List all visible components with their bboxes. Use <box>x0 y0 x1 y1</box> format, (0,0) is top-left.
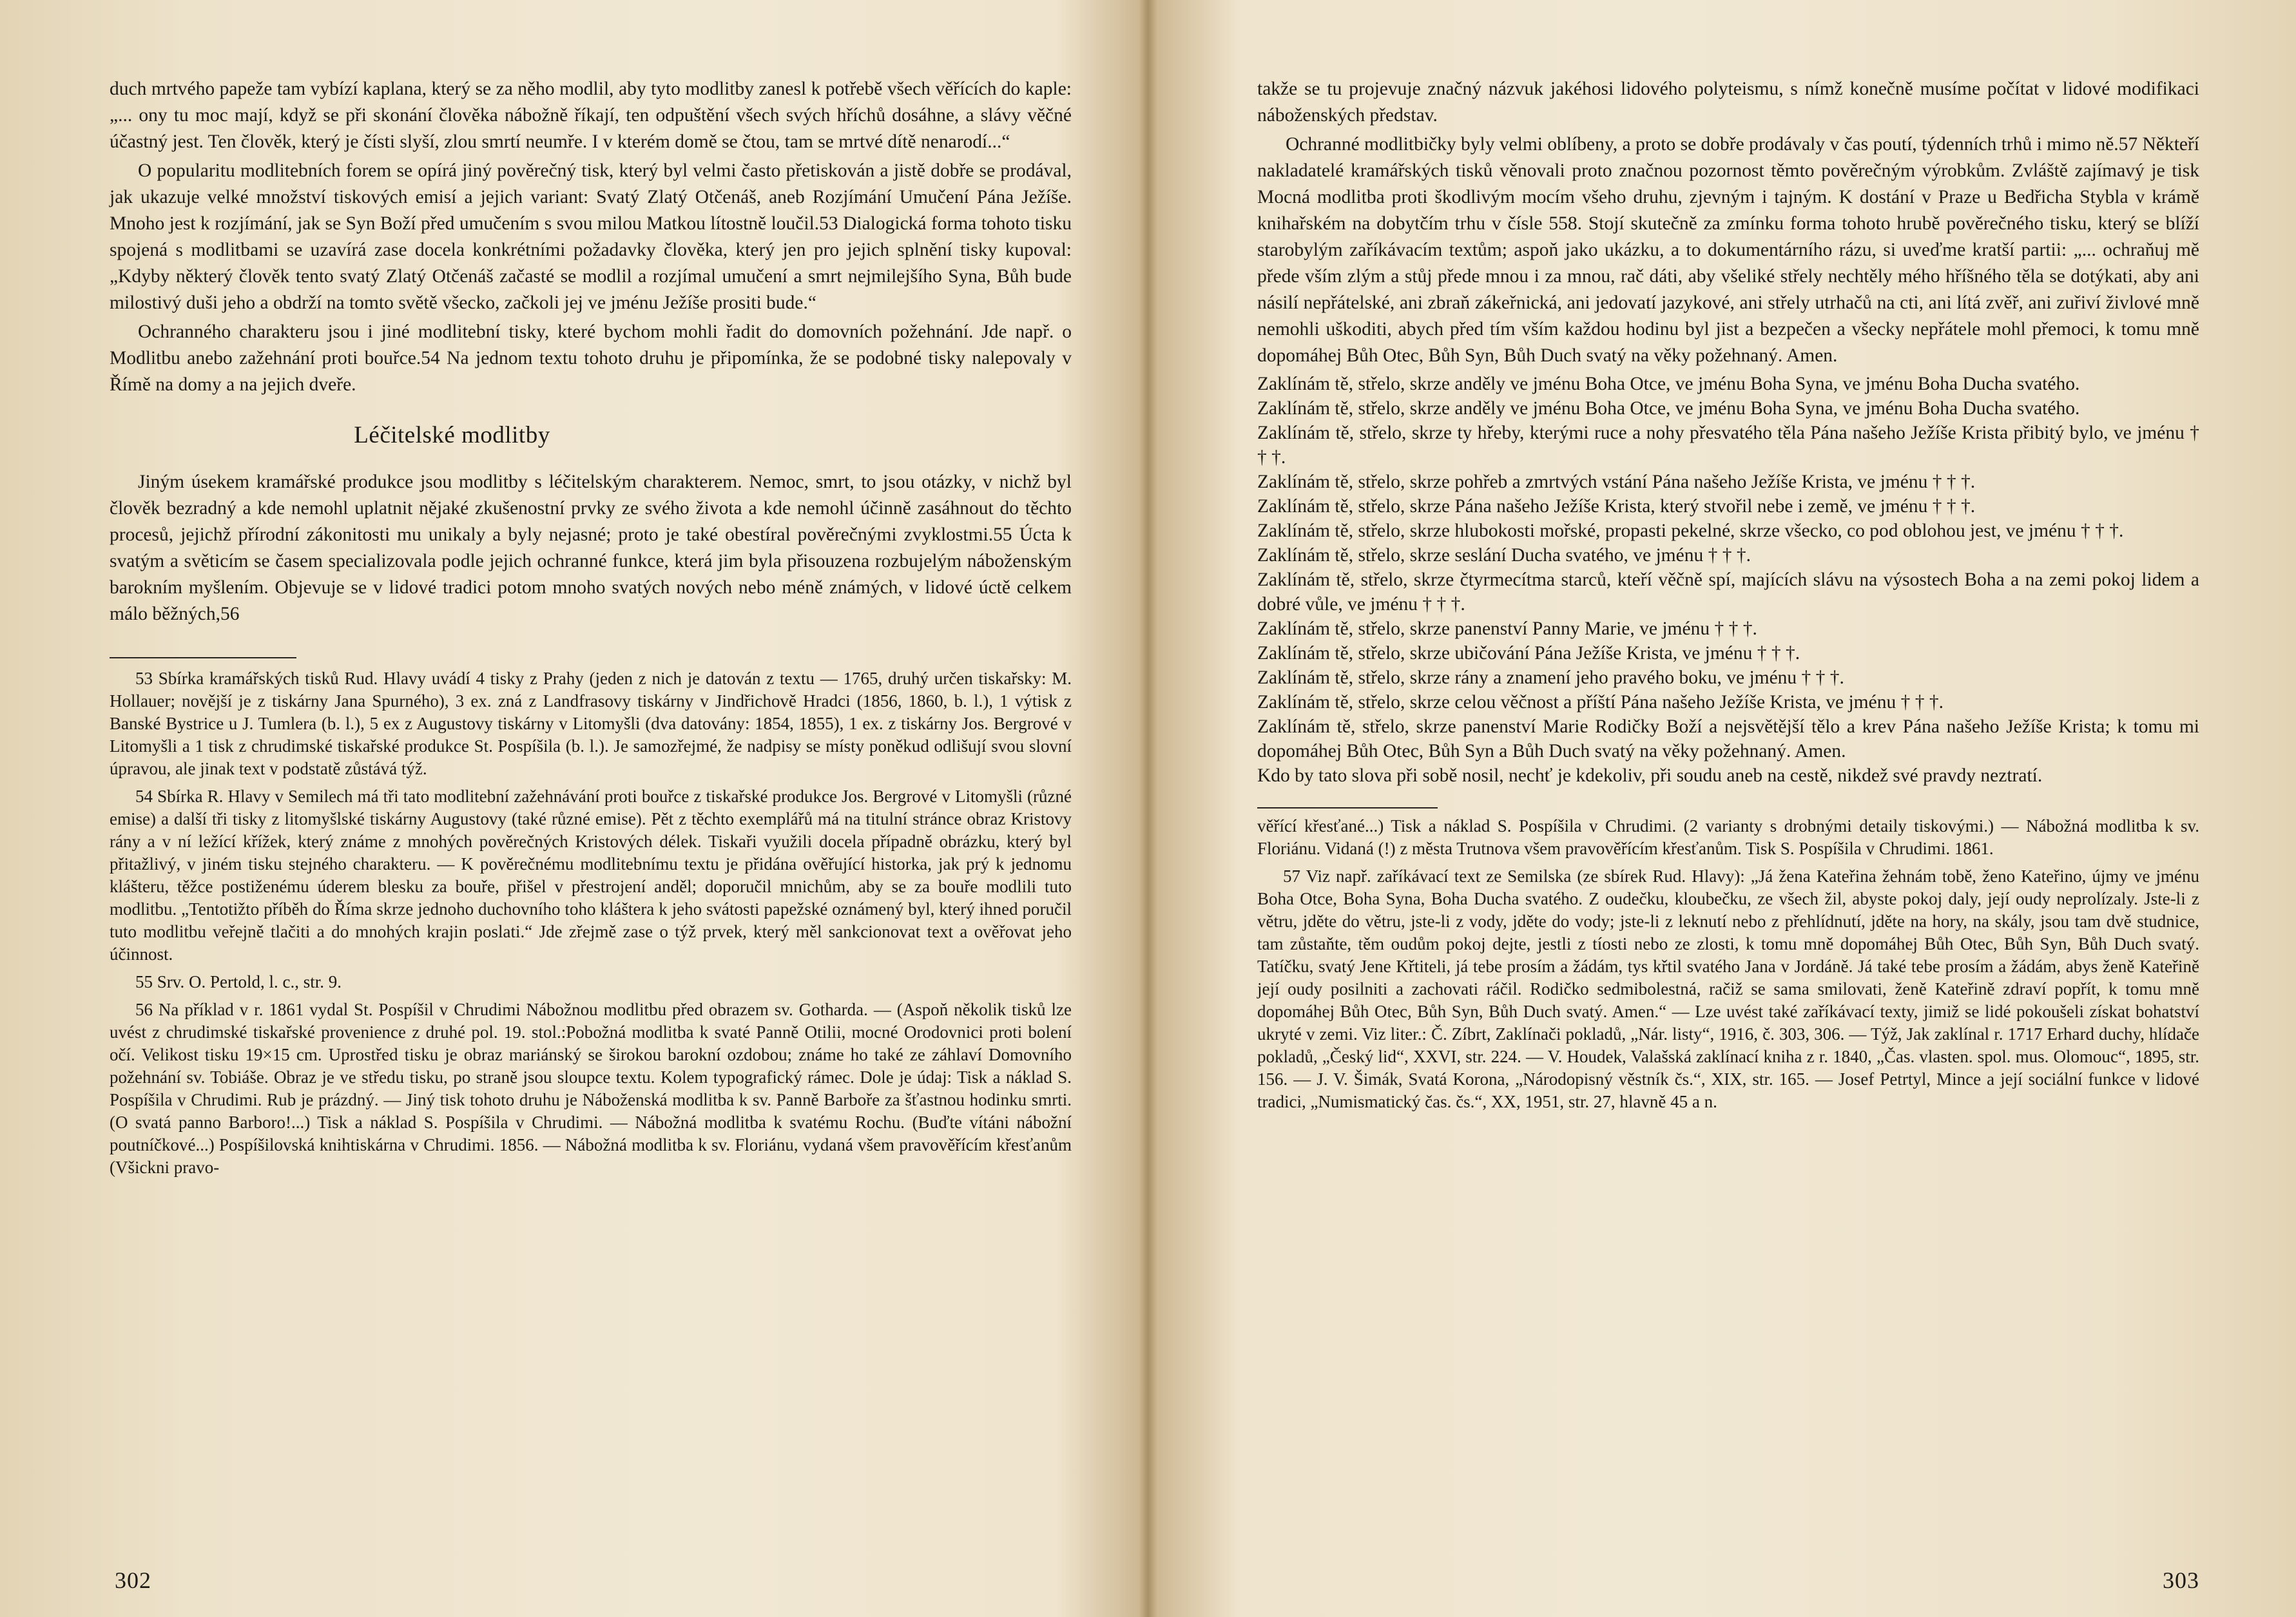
paragraph: O popularitu modlitebních forem se opírá jiný pověrečný tisk, který byl velmi často přetiskován a jistě dobře se prodával, jak ukazuje velké množství tiskových emisí a jejich variant: Svatý Zlatý Otčenáš, aneb Rozjímání Umučení Pána Ježíše. Mnoho jest k rozjímání, jak se Syn Boží před umučením s svou milou Matkou lítostně loučil.53 Dialogická forma tohoto tisku spojená s modlitbami se uzavírá zase docela konkrétními požadavky člověka, který jen pro jejich splnění tisky kupoval: „Kdyby některý člověk tento svatý Zlatý Otčenáš začasté se modlil a rozjímal umučení a smrt nejmilejšího Syna, Bůh bude milostivý duši jeho a obdrží na tomto světě všecko, začkoli jej ve jménu Ježíše prositi bude.“ <box>110 160 1072 313</box>
page-number: 302 <box>115 1567 151 1593</box>
paragraph: duch mrtvého papeže tam vybízí kaplana, který se za něho modlil, aby tyto modlitby zanesl k potřebě všech věřících do kaple: „... ony tu moc mají, když se při skonání člověka nábožně říkají, ten odpuštění všech svých hříchů dosáhne, a slávy věčné účastný jest. Ten člověk, který je čísti slyší, zlou smrtí neumře. I v kterém domě se čtou, tam se mrtvé dítě nenarodí...“ <box>110 79 1072 152</box>
footnote: 53 Sbírka kramářských tisků Rud. Hlavy uvádí 4 tisky z Prahy (jeden z nich je datován z textu — 1765, druhý určen tiskařsky: M. Hollauer; novější je z tiskárny Jana Spurného), 3 ex. zná z Landfrasovy tiskárny v Jindřichově Hradci (1856, 1860, b. l.), 1 výtisk z Banské Bystrice u J. Tumlera (b. l.), 5 ex z Augustovy tiskárny v Litomyšli (dva datovány: 1854, 1855), 1 ex. z tiskárny Jos. Bergrové v Litomyšli a 1 tisk z chrudimské tiskařské produkce St. Pospíšila (b. l.). Je samozřejmé, že nadpisy se místy poněkud odlišují svou slovní úpravou, ale jinak text v podstatě zůstává týž. <box>110 669 1072 778</box>
left-body-text <box>110 76 1072 398</box>
invocation-line: Zaklínám tě, střelo, skrze anděly ve jménu Boha Otce, ve jménu Boha Syna, ve jménu Boha Ducha svatého. <box>1257 398 2080 419</box>
invocation-line: Zaklínám tě, střelo, skrze seslání Ducha svatého, ve jménu † † †. <box>1257 545 1751 566</box>
paragraph: Ochranného charakteru jsou i jiné modlitební tisky, které bychom mohli řadit do domovních požehnání. Jde např. o Modlitbu anebo zažehnání proti bouřce.54 Na jednom textu tohoto druhu je připomínka, že se podobné tisky nalepovaly v Římě na domy a na jejich dveře. <box>110 321 1072 395</box>
invocation-line: Kdo by tato slova při sobě nosil, nechť je kdekoliv, při soudu aneb na cestě, nikdež své pravdy neztratí. <box>1257 765 2043 786</box>
invocation-line: Zaklínám tě, střelo, skrze čtyrmecítma starců, kteří věčně spí, majících slávu na výsostech Boha a na zemi pokoj lidem a dobré vůle, ve jménu † † †. <box>1257 569 2199 615</box>
right-page <box>1148 0 2296 1617</box>
right-body-text <box>1257 76 2199 369</box>
paragraph: Ochranné modlitbičky byly velmi oblíbeny, a proto se dobře prodávaly v čas poutí, týdenních trhů i mimo ně.57 Někteří nakladatelé kramářských tisků věnovali proto značnou pozornost těmto pověrečným výrobkům. Zvláště zajímavý je tisk Mocná modlitba proti škodlivým mocím všeho druhu, zjevným i tajným. K dostání v Praze u Bedřicha Stybla v krámě knihařském na dobytčím trhu v čísle 558. Stojí skutečně za zmínku forma tohoto hrubě pověrečného tisku, který se blíží starobylým zaříkávacím textům; aspoň jako ukázku, a to dokumentárního rázu, si uveďme kratší partii: „... ochraňuj mě přede vším zlým a stůj přede mnou i za mnou, rač dáti, aby všeliké střely nechtěly mého hříšného těla se dotýkati, aby ani násilí nepřátelské, ani zbraň zákeřnická, ani jedovatí jazykové, ani střely utrhačů na cti, ani lítá zvěř, ani zuřiví živlové mně nemohli uškoditi, abych před tím vším každou hodinu byl jist a bezpečen a všecky nepřátele mohl přemoci, k tomu mně dopomáhej Bůh Otec, Bůh Syn, Bůh Duch svatý na věky požehnaný. Amen. <box>1257 134 2199 366</box>
invocation-line: Zaklínám tě, střelo, skrze pohřeb a zmrtvých vstání Pána našeho Ježíše Krista, ve jménu † † †. <box>1257 472 1976 492</box>
paragraph: takže se tu projevuje značný názvuk jakéhosi lidového polyteismu, s nímž konečně musíme počítat v lidové modifikaci náboženských představ. <box>1257 79 2199 126</box>
left-footnotes <box>110 667 1072 1179</box>
footnote-continuation: věřící křesťané...) Tisk a náklad S. Pospíšila v Chrudimi. (2 varianty s drobnými detaily tiskovými.) — Nábožná modlitba k sv. Floriánu. Vidaná (!) z města Trutnova všem pravověřícím křesťanům. Tisk S. Pospíšila v Chrudimi. 1861. <box>1257 816 2199 858</box>
right-footnotes <box>1257 807 2199 1113</box>
invocation-line: Zaklínám tě, střelo, skrze ty hřeby, kterými ruce a nohy přesvatého těla Pána našeho Ježíše Krista přibitý bylo, ve jménu † † †. <box>1257 423 2199 468</box>
invocation-line: Zaklínám tě, střelo, skrze celou věčnost a příští Pána našeho Ježíše Krista, ve jménu † † †. <box>1257 692 1944 713</box>
footnote: 54 Sbírka R. Hlavy v Semilech má tři tato modlitební zažehnávání proti bouřce z tiskařské produkce Jos. Bergrové v Litomyšli (různé emise) a další tři tisky z litomyšlské tiskárny Augustovy (také různé emise). Pět z těchto exemplářů má na titulní stránce obraz Kristovy rány a v ní ležící křížek, který známe z mnohých pověrečných Kristových délek. Tiskaři využili docela případně obrázku, který byl přitažlivý, v jiném tisku stejného charakteru. — K pověrečnému modlitebnímu textu je přidána ověřující historka, jak prý k jednomu klášteru, těžce postiženému úderem blesku za bouře, přišel v přestrojení anděl; doporučil mnichům, aby se za bouře modlili tuto modlitbu. „Tentotižto příběh do Říma skrze jednoho duchovního toho kláštera k jeho svátosti papežské oznámený byl, který ihned poručil tuto modlitbu veřejně tlačiti a do mnohých krajin poslati.“ Jde zřejmě zase o týž prvek, který měl sankcionovat text a ověřovat jeho účinnost. <box>110 787 1072 964</box>
invocation-line: Zaklínám tě, střelo, skrze hlubokosti mořské, propasti pekelné, skrze všecko, co pod oblohou jest, ve jménu † † †. <box>1257 521 2124 541</box>
invocation-line: Zaklínám tě, střelo, skrze panenství Marie Rodičky Boží a nejsvětější tělo a krev Pána našeho Ježíše Krista; k tomu mi dopomáhej Bůh Otec, Bůh Syn a Bůh Duch svatý na věky požehnaný. Amen. <box>1257 716 2199 761</box>
invocation-line: Zaklínám tě, střelo, skrze panenství Panny Marie, ve jménu † † †. <box>1257 618 1757 639</box>
invocation-line: Zaklínám tě, střelo, skrze ubičování Pána Ježíše Krista, ve jménu † † †. <box>1257 643 1800 664</box>
invocation-line: Zaklínám tě, střelo, skrze Pána našeho Ježíše Krista, který stvořil nebe i země, ve jménu † † †. <box>1257 496 1976 517</box>
footnote-rule <box>110 657 296 658</box>
paragraph: Jiným úsekem kramářské produkce jsou modlitby s léčitelským charakterem. Nemoc, smrt, to jsou otázky, v nichž byl člověk bezradný a kde nemohl uplatnit nějaké zkušenostní prvky ze svého života a kde nemohl účinně zasáhnout do těchto procesů, jejichž přírodní zákonitosti mu unikaly a byly nejasné; proto je také obestíral pověrečnými zvyklostmi.55 Úcta k svatým a světicím se časem specializovala podle jejich ochranné funkce, která jim byla přisouzena rozbujelým náboženským barokním myšlením. Objevuje se v lidové tradici potom mnoho svatých nových nebo méně známých, v lidové úctě celkem málo běžných,56 <box>110 472 1072 624</box>
section-body-text <box>110 469 1072 627</box>
invocation-line: Zaklínám tě, střelo, skrze rány a znamení jeho pravého boku, ve jménu † † †. <box>1257 667 1844 688</box>
footnote: 57 Viz např. zaříkávací text ze Semilska (ze sbírek Rud. Hlavy): „Já žena Kateřina žehnám tobě, ženo Kateřino, újmy ve jménu Boha Otce, Boha Syna, Boha Ducha svatého. Z oudečku, kloubečku, ze všech žil, abyste pokoj daly, její oudy neprolízaly. Jste-li z větru, jděte do větru, jste-li z vody, jděte do vody; jste-li z leknutí nebo z přehlídnutí, jděte na hory, na skály, jsou tam dvě studnice, tam zůstaňte, těm oudům pokoj dejte, jestli z tíosti nebo ze zlosti, k tomu mně dopomáhej Bůh Otec, Bůh Syn, Bůh Duch svatý. Tatíčku, svatý Jene Křtiteli, já tebe prosím a žádám, tys křtil svatého Jana v Jordáně. Já také tebe prosím a žádám, abys ženě Kateřině její oudy posilniti a zachovati ráčil. Rodičko sedmibolestná, račiž se sama smilovati, ženě Kateřině zdraví popřít, k tomu mně dopomáhej Bůh Otec, Bůh Syn, Bůh Duch svatý. Amen.“ — Lze uvést také zaříkávací texty, jimiž se lidé pokoušeli získat bohatství ukryté v zemi. Viz liter.: Č. Zíbrt, Zaklínači pokladů, „Nár. listy“, 1916, č. 303, 306. — Týž, Jak zaklínal r. 1717 Erhard duchy, hlídače pokladů, „Český lid“, XXVI, str. 224. — V. Houdek, Valašská zaklínací kniha z r. 1840, „Čas. vlasten. spol. mus. Olomouc“, 1895, str. 156. — J. V. Šimák, Svatá Korona, „Národopisný věstník čs.“, XIX, str. 165. — Josef Petrtyl, Mince a její sociální funkce v lidové tradici, „Numismatický čas. čs.“, XX, 1951, str. 27, hlavně 45 a n. <box>1257 866 2199 1111</box>
invocation-line: Zaklínám tě, střelo, skrze anděly ve jménu Boha Otce, ve jménu Boha Syna, ve jménu Boha Ducha svatého. <box>1257 374 2080 394</box>
footnote: 56 Na příklad v r. 1861 vydal St. Pospíšil v Chrudimi Nábožnou modlitbu před obrazem sv. Gotharda. — (Aspoň několik tisků lze uvést z chrudimské tiskařské provenience z druhé pol. 19. stol.:Pobožná modlitba k svaté Panně Otilii, mocné Orodovnici proti bolení očí. Velikost tisku 19×15 cm. Uprostřed tisku je obraz mariánský se širokou barokní ozdobou; známe ho také ze záhlaví Domovního požehnání sv. Tobiáše. Obraz je ve středu tisku, po straně jsou sloupce textu. Kolem typografický rámec. Dole je údaj: Tisk a náklad S. Pospíšila v Chrudimi. Rub je prázdný. — Jiný tisk tohoto druhu je Náboženská modlitba k sv. Panně Barboře za šťastnou hodinku smrti. (O svatá panno Barboro!...) Tisk a náklad S. Pospíšila v Chrudimi. — Nábožná modlitba k svatému Rochu. (Buďte vítáni nábožní poutníčkové...) Pospíšilovská knihtiskárna v Chrudimi. 1856. — Nábožná modlitba k sv. Floriánu, vydaná všem pravověřícím křesťanům (Všickni pravo- <box>110 1000 1072 1177</box>
section-title: Léčitelské modlitby <box>354 422 550 448</box>
footnote: 55 Srv. O. Pertold, l. c., str. 9. <box>135 972 342 991</box>
footnote-rule <box>1257 807 1438 808</box>
page-number: 303 <box>2163 1567 2199 1593</box>
invocation-list <box>1257 372 2199 788</box>
